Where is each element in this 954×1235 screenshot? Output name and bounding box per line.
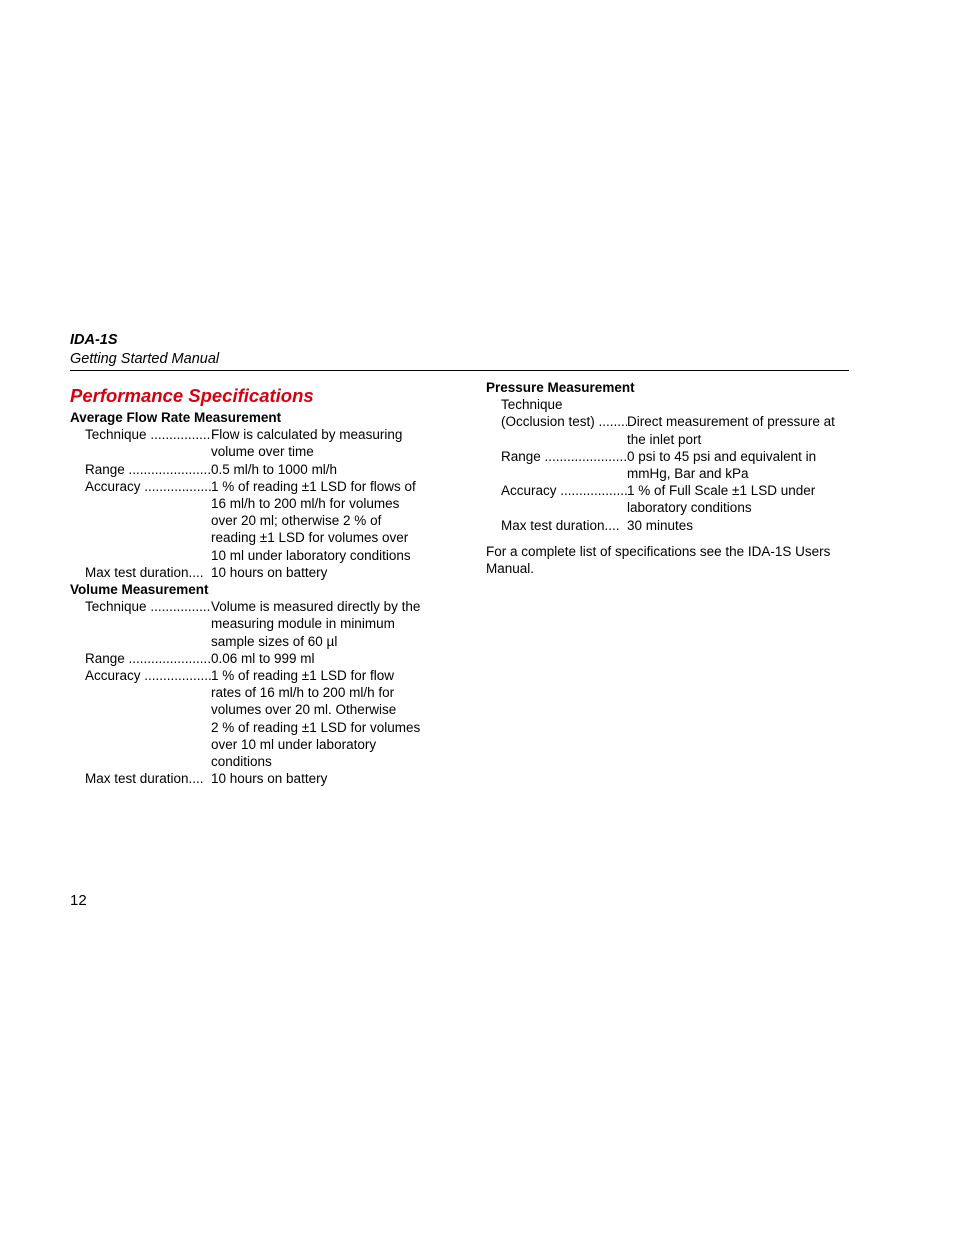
volume-accuracy-value: 1 % of reading ±1 LSD for flow rates of 16 ml/h to 200 ml/h for volumes over 20 ml. Otherwise 2 % of reading ±1 LSD for volumes over 10 ml under laboratory conditions <box>211 668 421 770</box>
pressure-range-label: Range <box>501 448 541 464</box>
pressure-duration-row <box>486 517 856 534</box>
left-column <box>70 384 450 787</box>
volume-accuracy-label: Accuracy <box>85 668 141 684</box>
pressure-heading: Pressure Measurement <box>486 380 635 395</box>
pressure-range-row <box>486 448 856 482</box>
document-title: IDA-1S <box>70 332 118 348</box>
pressure-accuracy-label: Accuracy <box>501 483 557 499</box>
section-title: Performance Specifications <box>70 385 314 406</box>
flow-duration-label: Max test duration.... <box>85 564 204 580</box>
document-subtitle: Getting Started Manual <box>70 351 220 367</box>
flow-accuracy-label: Accuracy <box>85 478 141 494</box>
flow-technique-value: Flow is calculated by measuring volume over time <box>211 427 403 460</box>
flow-heading: Average Flow Rate Measurement <box>70 410 282 425</box>
pressure-accuracy-row <box>486 482 856 516</box>
flow-range-row <box>70 461 450 478</box>
volume-duration-row <box>70 770 450 787</box>
header-rule <box>70 370 849 371</box>
pressure-technique-value: Direct measurement of pressure at the inlet port <box>627 414 835 447</box>
volume-accuracy-row <box>70 667 450 770</box>
flow-range-label: Range <box>85 461 125 477</box>
volume-duration-value: 10 hours on battery <box>211 771 328 787</box>
volume-duration-label: Max test duration.... <box>85 771 204 787</box>
pressure-technique-label-line1: Technique <box>501 397 563 413</box>
pressure-accuracy-value: 1 % of Full Scale ±1 LSD under laboratory conditions <box>627 483 816 516</box>
pressure-duration-value: 30 minutes <box>627 517 694 533</box>
specifications-note: For a complete list of specifications see the IDA-1S Users Manual. <box>486 543 831 577</box>
volume-technique-row <box>70 598 450 650</box>
page-header <box>70 331 849 369</box>
flow-technique-row <box>70 426 450 460</box>
pressure-technique-row <box>486 413 856 447</box>
flow-duration-row <box>70 564 450 581</box>
volume-technique-value: Volume is measured directly by the measuring module in minimum sample sizes of 60 µl <box>211 599 421 649</box>
volume-range-value: 0.06 ml to 999 ml <box>211 650 315 666</box>
flow-technique-label: Technique <box>85 427 147 443</box>
flow-accuracy-row <box>70 478 450 564</box>
volume-heading: Volume Measurement <box>70 582 209 598</box>
volume-technique-label: Technique <box>85 599 147 615</box>
flow-accuracy-value: 1 % of reading ±1 LSD for flows of 16 ml/h to 200 ml/h for volumes over 20 ml; otherwise 2 % of reading ±1 LSD for volumes over 10 ml under laboratory conditions <box>211 478 416 563</box>
volume-range-label: Range <box>85 650 125 666</box>
page-number: 12 <box>70 892 87 909</box>
volume-range-row <box>70 650 450 667</box>
pressure-duration-label: Max test duration.... <box>501 517 620 533</box>
flow-range-value: 0.5 ml/h to 1000 ml/h <box>211 461 338 477</box>
flow-duration-value: 10 hours on battery <box>211 564 328 580</box>
pressure-technique-label-line2: (Occlusion test) <box>501 414 595 430</box>
right-column <box>486 379 856 577</box>
pressure-range-value: 0 psi to 45 psi and equivalent in mmHg, Bar and kPa <box>627 448 817 482</box>
